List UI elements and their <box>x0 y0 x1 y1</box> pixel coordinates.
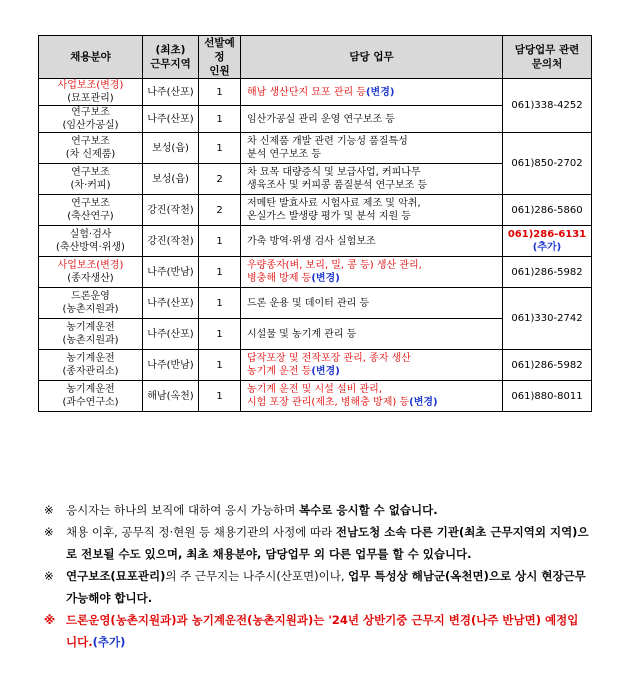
cell-field: 사업보조(변경) (묘포관리) <box>39 79 143 106</box>
header-duty: 담당 업무 <box>241 36 503 79</box>
cell-duty: 시설물 및 농기계 관리 등 <box>241 319 503 350</box>
cell-count: 1 <box>199 257 241 288</box>
table-row <box>39 288 592 319</box>
cell-duty: 답작포장 및 전작포장 관리, 종자 생산 농기계 운전 등(변경) <box>241 350 503 381</box>
notes-section <box>44 499 589 653</box>
cell-duty: 농기계 운전 및 시설 설비 관리, 시험 포장 관리(제초, 병해충 방제) 등(변경) <box>241 381 503 412</box>
cell-region: 나주(산포) <box>143 106 199 133</box>
cell-contact: 061)286-5982 <box>503 257 592 288</box>
cell-region: 보성(읍) <box>143 164 199 195</box>
cell-field: 사업보조(변경) (종자생산) <box>39 257 143 288</box>
table-row <box>39 133 592 164</box>
cell-contact: 061)330-2742 <box>503 288 592 350</box>
cell-count: 1 <box>199 133 241 164</box>
cell-count: 1 <box>199 319 241 350</box>
note-mark: ※ <box>44 525 54 539</box>
table-header-row <box>39 36 592 79</box>
cell-duty: 임산가공실 관리 운영 연구보조 등 <box>241 106 503 133</box>
note-mark: ※ <box>44 569 54 583</box>
cell-count: 1 <box>199 350 241 381</box>
cell-count: 2 <box>199 164 241 195</box>
cell-count: 1 <box>199 79 241 106</box>
table-row <box>39 195 592 226</box>
cell-region: 보성(읍) <box>143 133 199 164</box>
recruitment-table-wrapper <box>38 35 591 412</box>
cell-contact: 061)338-4252 <box>503 79 592 133</box>
cell-duty: 차 신제품 개발 관련 기능성 품질특성 분석 연구보조 등 <box>241 133 503 164</box>
header-region: (최초) 근무지역 <box>143 36 199 79</box>
cell-duty: 우량종자(벼, 보리, 밀, 콩 등) 생산 관리, 병충해 방제 등(변경) <box>241 257 503 288</box>
cell-region: 나주(반남) <box>143 350 199 381</box>
cell-contact: 061)850-2702 <box>503 133 592 195</box>
cell-contact: 061)286-5982 <box>503 350 592 381</box>
cell-count: 1 <box>199 226 241 257</box>
header-field: 채용분야 <box>39 36 143 79</box>
cell-region: 강진(작천) <box>143 226 199 257</box>
header-contact: 담당업무 관련 문의처 <box>503 36 592 79</box>
cell-field: 농기계운전 (과수연구소) <box>39 381 143 412</box>
cell-field: 연구보조 (차 신제품) <box>39 133 143 164</box>
table-row <box>39 257 592 288</box>
recruitment-table <box>38 35 592 412</box>
table-row <box>39 79 592 106</box>
cell-region: 나주(반남) <box>143 257 199 288</box>
cell-field: 농기계운전 (농촌지원과) <box>39 319 143 350</box>
cell-region: 해남(옥천) <box>143 381 199 412</box>
header-count: 선발예정 인원 <box>199 36 241 79</box>
cell-region: 나주(산포) <box>143 319 199 350</box>
cell-duty: 저메탄 발효사료 시험사료 제조 및 악취, 온실가스 발생량 평가 및 분석 지원 등 <box>241 195 503 226</box>
cell-field: 연구보조 (차·커피) <box>39 164 143 195</box>
cell-region: 나주(산포) <box>143 288 199 319</box>
cell-field: 농기계운전 (종자관리소) <box>39 350 143 381</box>
note-item: ※ 드론운영(농촌지원과)과 농기계운전(농촌지원과)는 '24년 상반기중 근무지 변경(나주 반남면) 예정입니다.(추가) <box>44 609 589 653</box>
cell-field: 연구보조 (임산가공실) <box>39 106 143 133</box>
table-row <box>39 381 592 412</box>
cell-duty: 해남 생산단지 묘포 관리 등(변경) <box>241 79 503 106</box>
cell-count: 1 <box>199 381 241 412</box>
cell-field: 연구보조 (축산연구) <box>39 195 143 226</box>
cell-duty: 드론 운용 및 데이터 관리 등 <box>241 288 503 319</box>
note-item: ※ 연구보조(묘포관리)의 주 근무지는 나주시(산포면)이나, 업무 특성상 해남군(옥천면)으로 상시 현장근무 가능해야 합니다. <box>44 565 589 609</box>
cell-region: 나주(산포) <box>143 79 199 106</box>
table-row <box>39 226 592 257</box>
cell-contact: 061)286-6131 (추가) <box>503 226 592 257</box>
cell-contact: 061)286-5860 <box>503 195 592 226</box>
note-item: ※ 채용 이후, 공무직 정·현원 등 채용기관의 사정에 따라 전남도청 소속 다른 기관(최초 근무지역외 지역)으로 전보될 수도 있으며, 최초 채용분야, 담당업무 외 다른 업무를 할 수 있습니다. <box>44 521 589 565</box>
cell-field: 드론운영 (농촌지원과) <box>39 288 143 319</box>
cell-field: 실험·검사 (축산방역·위생) <box>39 226 143 257</box>
cell-count: 2 <box>199 195 241 226</box>
cell-contact: 061)880-8011 <box>503 381 592 412</box>
note-item: ※ 응시자는 하나의 보직에 대하여 응시 가능하며 복수로 응시할 수 없습니다. <box>44 499 589 521</box>
cell-duty: 차 묘목 대량증식 및 보급사업, 커피나무 생육조사 및 커피콩 품질분석 연구보조 등 <box>241 164 503 195</box>
cell-count: 1 <box>199 288 241 319</box>
note-mark: ※ <box>44 503 54 517</box>
table-row <box>39 350 592 381</box>
cell-region: 강진(작천) <box>143 195 199 226</box>
cell-duty: 가축 방역·위생 검사 실험보조 <box>241 226 503 257</box>
note-mark: ※ <box>44 613 56 627</box>
cell-count: 1 <box>199 106 241 133</box>
